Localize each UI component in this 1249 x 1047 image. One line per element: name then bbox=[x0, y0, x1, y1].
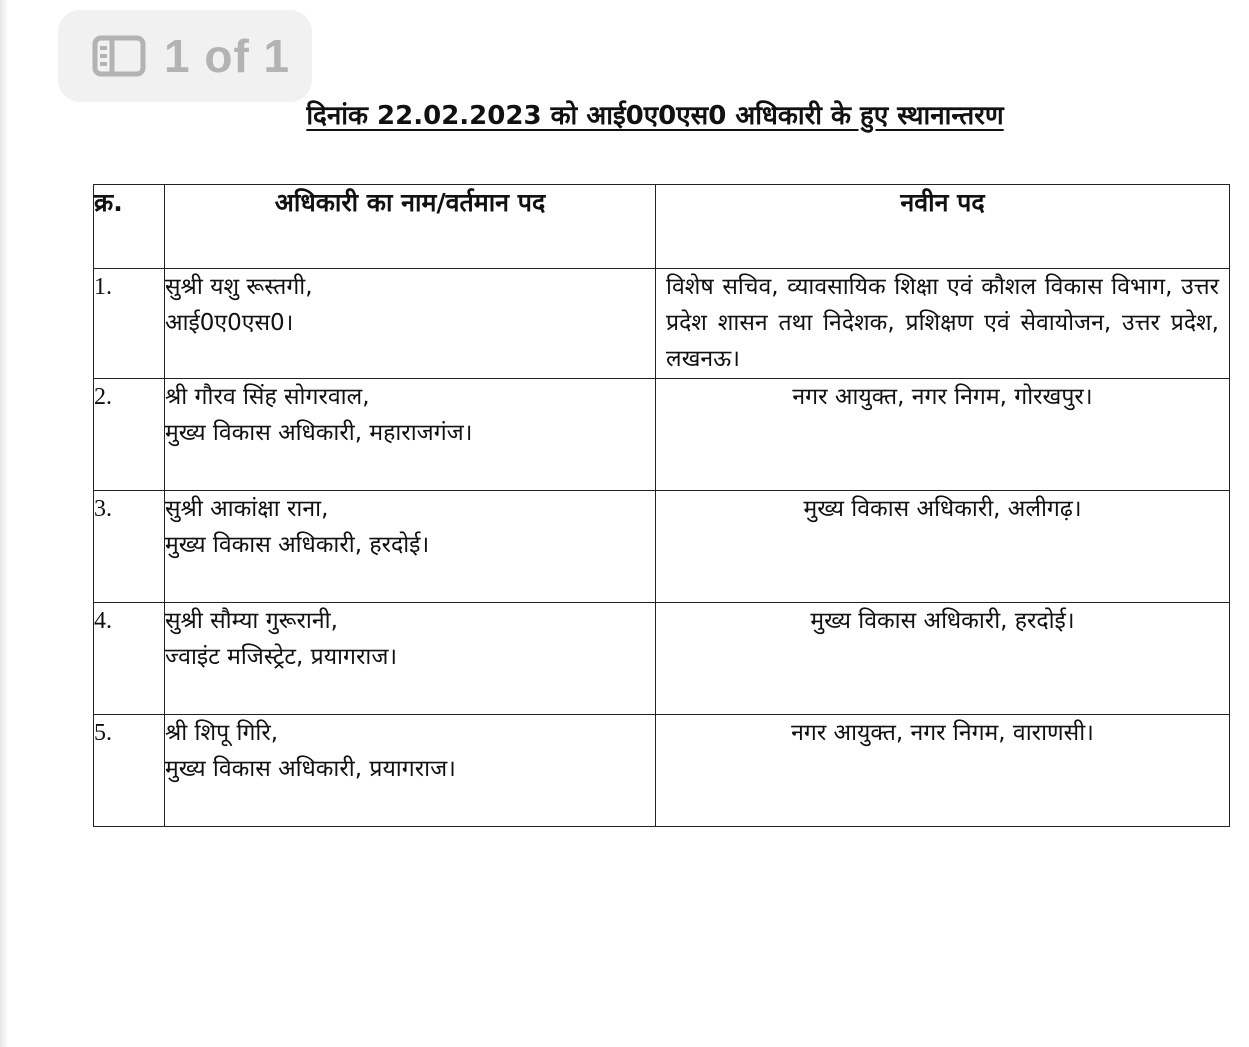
current-post: मुख्य विकास अधिकारी, प्रयागराज। bbox=[165, 756, 456, 782]
new-post: मुख्य विकास अधिकारी, अलीगढ़। bbox=[656, 491, 1230, 603]
serial-number: 5. bbox=[94, 715, 165, 827]
page-left-edge bbox=[0, 0, 8, 1047]
serial-number: 3. bbox=[94, 491, 165, 603]
officer-cell bbox=[165, 379, 656, 491]
current-post: आई0ए0एस0। bbox=[165, 310, 294, 336]
officer-name: सुश्री आकांक्षा राना, bbox=[165, 496, 329, 522]
current-post: मुख्य विकास अधिकारी, महाराजगंज। bbox=[165, 420, 473, 446]
header-new-post: नवीन पद bbox=[656, 185, 1230, 269]
header-officer-name: अधिकारी का नाम/वर्तमान पद bbox=[165, 185, 656, 269]
page-counter-badge[interactable] bbox=[58, 10, 312, 102]
officer-cell bbox=[165, 491, 656, 603]
current-post: ज्वाइंट मजिस्ट्रेट, प्रयागराज। bbox=[165, 644, 398, 670]
serial-number: 4. bbox=[94, 603, 165, 715]
table-row bbox=[94, 603, 1230, 715]
document-title: दिनांक 22.02.2023 को आई0ए0एस0 अधिकारी के हुए स्थानान्तरण bbox=[306, 101, 1004, 131]
new-post: मुख्य विकास अधिकारी, हरदोई। bbox=[656, 603, 1230, 715]
table-row bbox=[94, 269, 1230, 379]
table-header-row bbox=[94, 185, 1230, 269]
new-post: विशेष सचिव, व्यावसायिक शिक्षा एवं कौशल विकास विभाग, उत्तर प्रदेश शासन तथा निदेशक, प्रशिक्षण एवं सेवायोजन, उत्तर प्रदेश, लखनऊ। bbox=[656, 269, 1230, 379]
officer-cell bbox=[165, 715, 656, 827]
page-counter-label: 1 of 1 bbox=[164, 30, 291, 82]
pages-icon bbox=[92, 35, 146, 77]
table-row bbox=[94, 491, 1230, 603]
officer-name: सुश्री यशु रूस्तगी, bbox=[165, 274, 313, 300]
officer-name: श्री गौरव सिंह सोगरवाल, bbox=[165, 384, 370, 410]
header-serial-no: क्र. bbox=[94, 185, 165, 269]
table-row bbox=[94, 715, 1230, 827]
officer-cell bbox=[165, 269, 656, 379]
officer-name: सुश्री सौम्या गुरूरानी, bbox=[165, 608, 338, 634]
serial-number: 2. bbox=[94, 379, 165, 491]
current-post: मुख्य विकास अधिकारी, हरदोई। bbox=[165, 532, 430, 558]
table-row bbox=[94, 379, 1230, 491]
new-post: नगर आयुक्त, नगर निगम, गोरखपुर। bbox=[656, 379, 1230, 491]
officer-cell bbox=[165, 603, 656, 715]
transfer-table bbox=[93, 184, 1230, 827]
officer-name: श्री शिपू गिरि, bbox=[165, 720, 279, 746]
new-post: नगर आयुक्त, नगर निगम, वाराणसी। bbox=[656, 715, 1230, 827]
serial-number: 1. bbox=[94, 269, 165, 379]
